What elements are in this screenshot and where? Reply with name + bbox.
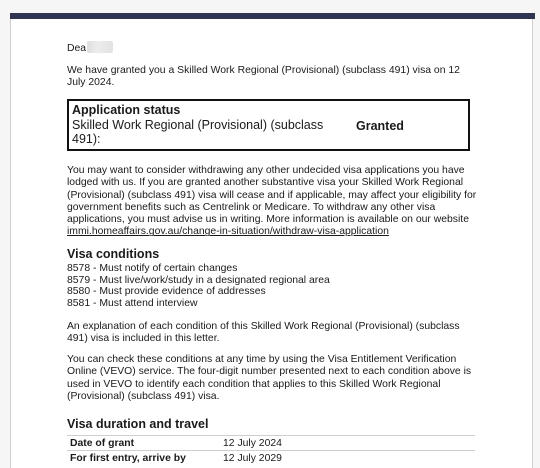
withdraw-paragraph (67, 165, 477, 239)
duration-heading: Visa duration and travel (67, 417, 209, 431)
condition-item: 8580 - Must provide evidence of addresses (67, 286, 266, 298)
table-row (67, 436, 475, 451)
salutation (67, 41, 113, 54)
letter-page (10, 19, 533, 468)
redacted-name (87, 41, 113, 53)
condition-item: 8578 - Must notify of certain changes (67, 263, 238, 274)
conditions-list (67, 263, 330, 310)
grant-notice: We have granted you a Skilled Work Regional (Provisional) (subclass 491) visa on 12 July 2024. (67, 65, 460, 89)
withdraw-link[interactable]: immi.homeaffairs.gov.au/change-in-situation/withdraw-visa-application (67, 226, 389, 238)
condition-item: 8579 - Must live/work/study in a designated regional area (67, 274, 330, 286)
salutation-text: Dea (67, 43, 87, 54)
status-title: Application status (72, 103, 181, 117)
status-value: Granted (356, 119, 404, 133)
duration-label: For first entry, arrive by (67, 451, 220, 466)
conditions-heading: Visa conditions (67, 247, 160, 261)
duration-value: 12 July 2024 (220, 436, 475, 451)
status-row (72, 118, 468, 146)
condition-item: 8581 - Must attend interview (67, 298, 198, 310)
conditions-explanation: An explanation of each condition of this Skilled Work Regional (Provisional) (subclass 491) visa is included in this letter. (67, 321, 460, 345)
duration-label: Date of grant (67, 436, 220, 451)
vevo-paragraph: You can check these conditions at any time by using the Visa Entitlement Verification Online (VEVO) service. The four-digit number presented next to each condition above is used in VEVO to identify each condition that applies to this Skilled Work Regional (Provisional) (subclass 491) visa. (67, 354, 472, 402)
visa-conditions-section (67, 247, 330, 310)
duration-table (67, 435, 475, 465)
visa-duration-section (67, 417, 208, 432)
table-row (67, 451, 475, 466)
withdraw-text: You may want to consider withdrawing any other undecided visa applications you have lodged with us. If you are granted another substantive visa your Skilled Work Regional (Provisional) (subclass 491) visa will cease and if applicable, may affect your eligibility for government benefits such as Centrelink or Medicare. To withdraw any other visa applications, you must advise us in writing. More information is available on our website (67, 165, 477, 226)
status-visa-label: Skilled Work Regional (Provisional) (subclass 491): (72, 118, 324, 146)
duration-value: 12 July 2029 (220, 451, 475, 466)
application-status-box (67, 99, 470, 151)
